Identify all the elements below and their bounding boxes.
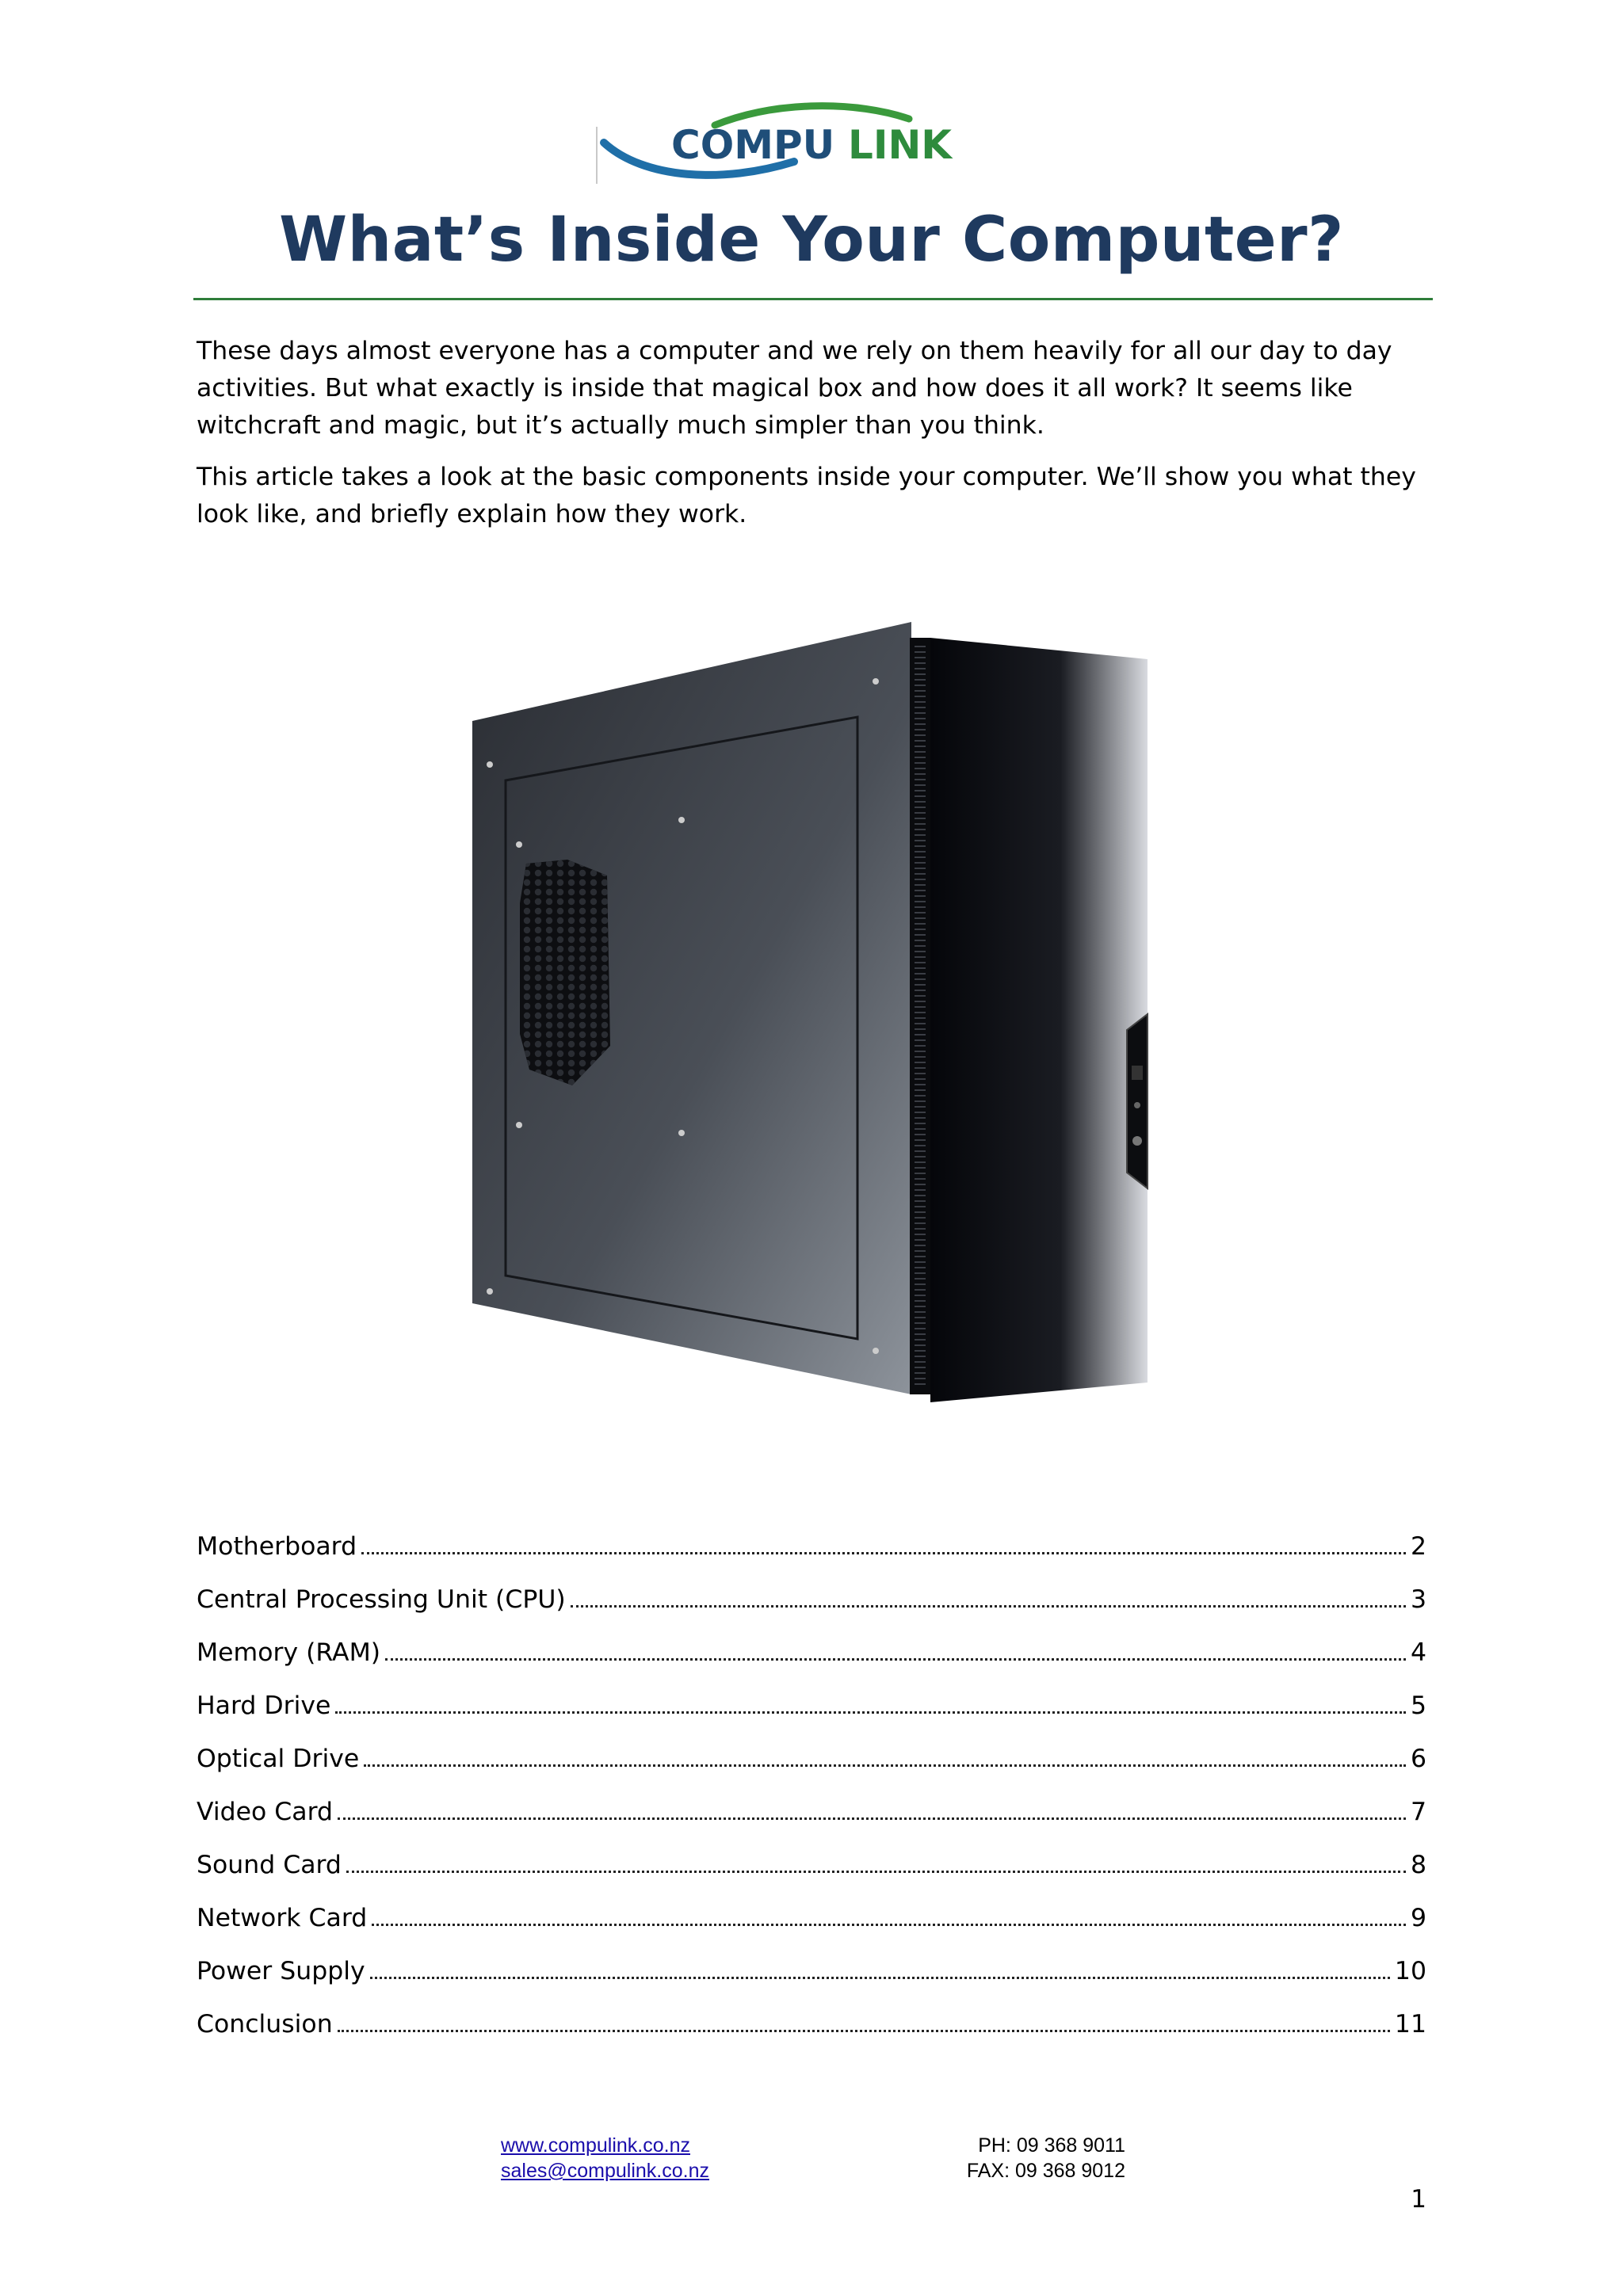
toc-page: 5 <box>1410 1691 1426 1720</box>
toc-page: 10 <box>1394 1957 1426 1985</box>
toc-leader-dots <box>346 1871 1406 1873</box>
website-link[interactable]: www.compulink.co.nz <box>501 2134 690 2157</box>
toc-leader-dots <box>385 1658 1406 1661</box>
toc-page: 3 <box>1410 1585 1426 1614</box>
toc-entry-network-card[interactable] <box>197 1904 1426 1957</box>
computer-tower-image <box>444 602 1173 1410</box>
toc-entry-video-card[interactable] <box>197 1798 1426 1851</box>
toc-page: 4 <box>1410 1638 1426 1667</box>
toc-label: Central Processing Unit (CPU) <box>197 1585 566 1614</box>
intro-paragraph-1: These days almost everyone has a computer and we rely on them heavily for all our day to day activities. But what exactly is inside that magical box and how does it all work? It seems like witchcraft and magic, but it’s actually much simpler than you think. <box>197 337 1392 440</box>
logo-text-compu: COMPU <box>671 122 835 168</box>
fax-number: FAX: 09 368 9012 <box>966 2160 1125 2182</box>
toc-label: Optical Drive <box>197 1745 360 1773</box>
footer-contact <box>872 2133 1125 2183</box>
toc-label: Video Card <box>197 1798 333 1826</box>
table-of-contents <box>197 1532 1426 2063</box>
title-underline <box>193 298 1433 300</box>
toc-label: Memory (RAM) <box>197 1638 381 1667</box>
intro-text <box>197 333 1433 547</box>
toc-leader-dots <box>364 1764 1406 1767</box>
toc-entry-power-supply[interactable] <box>197 1957 1426 2010</box>
toc-leader-dots <box>361 1552 1406 1554</box>
toc-page: 7 <box>1410 1798 1426 1826</box>
toc-entry-hard-drive[interactable] <box>197 1691 1426 1745</box>
toc-entry-conclusion[interactable] <box>197 2010 1426 2063</box>
intro-paragraph-2: This article takes a look at the basic components inside your computer. We’ll show you what they look like, and briefly explain how they work. <box>197 463 1416 528</box>
toc-leader-dots <box>338 2030 1390 2032</box>
toc-leader-dots <box>335 1711 1406 1714</box>
toc-label: Network Card <box>197 1904 368 1932</box>
toc-label: Sound Card <box>197 1851 342 1879</box>
toc-page: 6 <box>1410 1745 1426 1773</box>
toc-entry-optical-drive[interactable] <box>197 1745 1426 1798</box>
page-title: What’s Inside Your Computer? <box>279 204 1344 276</box>
footer-links <box>501 2133 818 2183</box>
toc-page: 8 <box>1410 1851 1426 1879</box>
toc-entry-sound-card[interactable] <box>197 1851 1426 1904</box>
toc-page: 2 <box>1410 1532 1426 1561</box>
toc-entry-cpu[interactable] <box>197 1585 1426 1638</box>
toc-page: 9 <box>1410 1904 1426 1932</box>
toc-page: 11 <box>1394 2010 1426 2039</box>
email-link[interactable]: sales@compulink.co.nz <box>501 2160 709 2182</box>
toc-label: Conclusion <box>197 2010 333 2039</box>
toc-label: Motherboard <box>197 1532 357 1561</box>
phone-number: PH: 09 368 9011 <box>978 2134 1125 2157</box>
toc-leader-dots <box>338 1817 1406 1820</box>
toc-leader-dots <box>370 1977 1390 1979</box>
toc-entry-memory[interactable] <box>197 1638 1426 1691</box>
logo-text-link: LINK <box>848 122 953 168</box>
page-number: 1 <box>1411 2185 1426 2214</box>
toc-label: Power Supply <box>197 1957 365 1985</box>
toc-leader-dots <box>372 1924 1406 1926</box>
toc-entry-motherboard[interactable] <box>197 1532 1426 1585</box>
compulink-logo <box>596 101 1008 189</box>
toc-leader-dots <box>571 1605 1406 1608</box>
toc-label: Hard Drive <box>197 1691 331 1720</box>
